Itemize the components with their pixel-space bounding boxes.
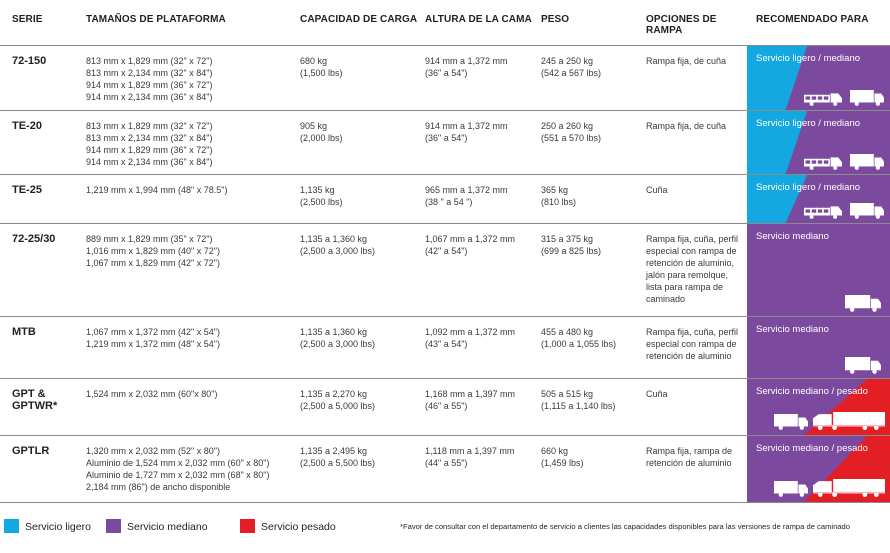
- recommended-label: Servicio mediano: [756, 324, 829, 335]
- weight-text: 660 kg: [541, 446, 569, 456]
- sizes-text: 813 mm x 1,829 mm (32" x 72"): [86, 56, 213, 66]
- sizes-cell: [86, 120, 212, 168]
- weight-text: 250 a 260 kg: [541, 121, 594, 131]
- capacity-text: (2,500 a 5,000 lbs): [300, 401, 376, 411]
- height-cell: [425, 388, 515, 412]
- capacity-text: 1,135 kg: [300, 185, 335, 195]
- weight-text: 505 a 515 kg: [541, 389, 594, 399]
- recommended-cell: [747, 111, 890, 174]
- legend-label-light: Servicio ligero: [25, 521, 91, 533]
- ramp-text: Rampa fija, de cuña: [646, 121, 727, 131]
- sizes-text: 1,016 mm x 1,829 mm (40" x 72"): [86, 246, 220, 256]
- capacity-text: 905 kg: [300, 121, 328, 131]
- header-weight: PESO: [541, 14, 570, 25]
- ramp-text: caminado: [646, 294, 686, 304]
- sizes-text: 914 mm x 1,829 mm (36" x 72"): [86, 145, 213, 155]
- sizes-text: 1,219 mm x 1,372 mm (48" x 54"): [86, 339, 220, 349]
- height-text: (43" a 54"): [425, 339, 468, 349]
- table-row: [0, 436, 890, 503]
- legend-label-medium: Servicio mediano: [127, 521, 208, 533]
- weight-cell: [541, 120, 601, 144]
- height-text: 914 mm a 1,372 mm: [425, 56, 508, 66]
- recommended-cell: [747, 175, 890, 223]
- capacity-text: (2,000 lbs): [300, 133, 343, 143]
- capacity-cell: [300, 326, 375, 350]
- height-text: (36" a 54"): [425, 133, 468, 143]
- ramp-text: jalón para remolque,: [646, 270, 729, 280]
- weight-text: (810 lbs): [541, 197, 577, 207]
- header-height: ALTURA DE LA CAMA: [425, 14, 532, 25]
- sizes-text: Aluminio de 1,727 mm x 2,032 mm (68" x 80"): [86, 470, 270, 480]
- serie-cell: [12, 55, 46, 67]
- weight-text: (1,000 a 1,055 lbs): [541, 339, 617, 349]
- ramp-text: especial con rampa de: [646, 246, 737, 256]
- height-text: (46" a 55"): [425, 401, 468, 411]
- ramp-text: Rampa fija, rampa de: [646, 446, 733, 456]
- serie-label: MTB: [12, 326, 36, 338]
- legend: [0, 518, 890, 538]
- weight-text: 365 kg: [541, 185, 569, 195]
- ramp-cell: [646, 184, 668, 196]
- header-capacity: CAPACIDAD DE CARGA: [300, 14, 418, 25]
- weight-text: 315 a 375 kg: [541, 234, 594, 244]
- capacity-cell: [300, 388, 375, 412]
- sizes-text: 1,320 mm x 2,032 mm (52" x 80"): [86, 446, 220, 456]
- weight-cell: [541, 55, 601, 79]
- table-row: [0, 111, 890, 175]
- capacity-text: 1,135 a 1,360 kg: [300, 327, 368, 337]
- ramp-text: retención de aluminio,: [646, 258, 735, 268]
- capacity-cell: [300, 184, 343, 208]
- weight-text: (1,115 a 1,140 lbs): [541, 401, 616, 411]
- serie-label: 72-25/30: [12, 233, 56, 245]
- recommended-label: Servicio ligero / mediano: [756, 182, 861, 193]
- sizes-text: 2,184 mm (86") de ancho disponible: [86, 482, 231, 492]
- ramp-text: Rampa fija, cuña, perfil: [646, 234, 739, 244]
- capacity-text: 680 kg: [300, 56, 328, 66]
- sizes-text: 1,524 mm x 2,032 mm (60"x 80"): [86, 389, 218, 399]
- sizes-cell: [86, 233, 220, 269]
- serie-cell: [12, 233, 55, 245]
- height-text: 1,067 mm a 1,372 mm: [425, 234, 516, 244]
- height-text: 1,168 mm a 1,397 mm: [425, 389, 516, 399]
- sizes-text: 914 mm x 1,829 mm (36" x 72"): [86, 80, 213, 90]
- sizes-text: 1,067 mm x 1,372 mm (42" x 54"): [86, 327, 220, 337]
- serie-label: 72-150: [12, 55, 47, 67]
- header-sizes: TAMAÑOS DE PLATAFORMA: [86, 14, 226, 25]
- capacity-cell: [300, 233, 375, 257]
- capacity-text: 1,135 a 2,270 kg: [300, 389, 368, 399]
- footnote: *Favor de consultar con el departamento de servicio a clientes las capacidades disponibles para las versiones de rampa de caminado: [400, 522, 850, 531]
- sizes-text: 889 mm x 1,829 mm (35" x 72"): [86, 234, 213, 244]
- legend-swatch-heavy: [240, 519, 255, 533]
- legend-swatch-light: [4, 519, 19, 533]
- ramp-cell: [646, 233, 738, 305]
- serie-cell: [12, 445, 49, 457]
- height-text: (44" a 55"): [425, 458, 468, 468]
- capacity-text: (1,500 lbs): [300, 68, 343, 78]
- legend-swatch-medium: [106, 519, 121, 533]
- height-cell: [425, 55, 508, 79]
- recommended-cell: [747, 436, 890, 502]
- serie-cell: [12, 388, 57, 412]
- ramp-cell: [646, 55, 726, 67]
- table-row: [0, 224, 890, 317]
- height-text: (38 " a 54 "): [425, 197, 473, 207]
- sizes-cell: [86, 326, 220, 350]
- weight-text: (1,459 lbs): [541, 458, 584, 468]
- height-cell: [425, 233, 515, 257]
- header-ramp: [646, 14, 717, 36]
- ramp-cell: [646, 388, 668, 400]
- serie-cell: [12, 120, 42, 132]
- height-cell: [425, 120, 508, 144]
- weight-text: (542 a 567 lbs): [541, 68, 602, 78]
- ramp-text: Rampa fija, cuña, perfil: [646, 327, 739, 337]
- recommended-label: Servicio mediano / pesado: [756, 443, 868, 454]
- height-text: 914 mm a 1,372 mm: [425, 121, 508, 131]
- recommended-cell: [747, 317, 890, 378]
- table-row: [0, 379, 890, 436]
- table-row: [0, 175, 890, 224]
- serie-label: GPTWR*: [12, 400, 58, 412]
- ramp-cell: [646, 120, 726, 132]
- capacity-text: (2,500 a 3,000 lbs): [300, 339, 376, 349]
- height-cell: [425, 445, 514, 469]
- capacity-text: (2,500 lbs): [300, 197, 343, 207]
- recommended-label: Servicio mediano / pesado: [756, 386, 868, 397]
- capacity-cell: [300, 445, 375, 469]
- capacity-cell: [300, 55, 343, 79]
- weight-cell: [541, 445, 584, 469]
- height-cell: [425, 184, 508, 208]
- header-ramp-line: RAMPA: [646, 25, 683, 36]
- height-text: 1,118 mm a 1,397 mm: [425, 446, 515, 456]
- height-cell: [425, 326, 515, 350]
- capacity-text: (2,500 a 5,500 lbs): [300, 458, 376, 468]
- header-ramp-line: OPCIONES DE: [646, 14, 717, 25]
- sizes-cell: [86, 445, 269, 493]
- ramp-cell: [646, 445, 732, 469]
- serie-cell: [12, 184, 42, 196]
- weight-cell: [541, 388, 615, 412]
- header-serie: SERIE: [12, 14, 43, 25]
- sizes-text: 813 mm x 2,134 mm (32" x 84"): [86, 68, 213, 78]
- header-recommended: RECOMENDADO PARA: [756, 14, 869, 25]
- table-row: [0, 317, 890, 379]
- height-text: (36" a 54"): [425, 68, 468, 78]
- weight-cell: [541, 184, 576, 208]
- sizes-text: 1,067 mm x 1,829 mm (42" x 72"): [86, 258, 220, 268]
- capacity-text: 1,135 a 1,360 kg: [300, 234, 368, 244]
- table-row: [0, 46, 890, 111]
- capacity-text: (2,500 a 3,000 lbs): [300, 246, 376, 256]
- recommended-cell: [747, 46, 890, 110]
- ramp-text: Cuña: [646, 389, 668, 399]
- ramp-text: Cuña: [646, 185, 668, 195]
- recommended-label: Servicio mediano: [756, 231, 829, 242]
- recommended-label: Servicio ligero / mediano: [756, 53, 861, 64]
- capacity-cell: [300, 120, 343, 144]
- sizes-text: 1,219 mm x 1,994 mm (48" x 78.5"): [86, 185, 228, 195]
- sizes-cell: [86, 184, 227, 196]
- capacity-text: 1,135 a 2,495 kg: [300, 446, 368, 456]
- height-text: 1,092 mm a 1,372 mm: [425, 327, 516, 337]
- recommended-cell: [747, 379, 890, 435]
- sizes-text: 813 mm x 2,134 mm (32" x 84"): [86, 133, 213, 143]
- sizes-text: Aluminio de 1,524 mm x 2,032 mm (60" x 80"): [86, 458, 270, 468]
- height-text: 965 mm a 1,372 mm: [425, 185, 508, 195]
- sizes-text: 813 mm x 1,829 mm (32" x 72"): [86, 121, 213, 131]
- recommended-cell: [747, 224, 890, 316]
- serie-label: TE-20: [12, 120, 42, 132]
- weight-text: 245 a 250 kg: [541, 56, 594, 66]
- ramp-text: retención de aluminio: [646, 458, 732, 468]
- weight-text: (699 a 825 lbs): [541, 246, 602, 256]
- ramp-text: lista para rampa de: [646, 282, 724, 292]
- height-text: (42" a 54"): [425, 246, 468, 256]
- sizes-cell: [86, 55, 212, 103]
- ramp-text: Rampa fija, de cuña: [646, 56, 727, 66]
- serie-cell: [12, 326, 36, 338]
- serie-label: GPTLR: [12, 445, 50, 457]
- serie-label: TE-25: [12, 184, 42, 196]
- sizes-text: 914 mm x 2,134 mm (36" x 84"): [86, 157, 213, 167]
- serie-label: GPT &: [12, 388, 46, 400]
- legend-label-heavy: Servicio pesado: [261, 521, 336, 533]
- ramp-text: retención de aluminio: [646, 351, 732, 361]
- recommended-label: Servicio ligero / mediano: [756, 118, 861, 129]
- weight-text: (551 a 570 lbs): [541, 133, 602, 143]
- sizes-text: 914 mm x 2,134 mm (36" x 84"): [86, 92, 213, 102]
- weight-text: 455 a 480 kg: [541, 327, 594, 337]
- weight-cell: [541, 326, 616, 350]
- table-header: [0, 0, 890, 46]
- ramp-text: especial con rampa de: [646, 339, 737, 349]
- weight-cell: [541, 233, 601, 257]
- sizes-cell: [86, 388, 217, 400]
- ramp-cell: [646, 326, 738, 362]
